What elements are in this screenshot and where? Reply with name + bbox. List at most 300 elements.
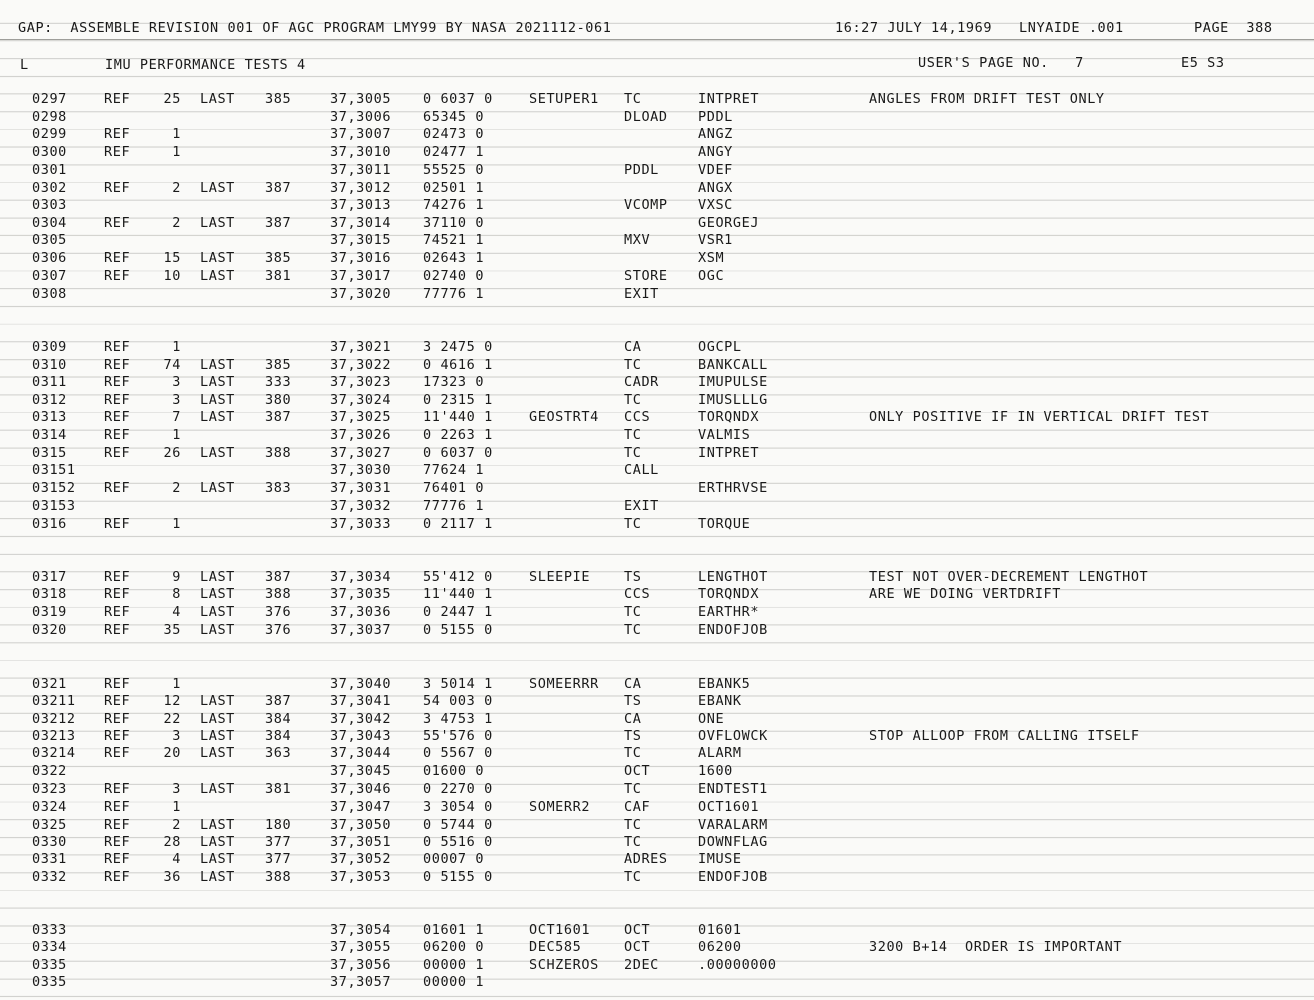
ref-count: 26 bbox=[163, 445, 181, 461]
last-page: 377 bbox=[265, 851, 292, 867]
machine-code: 11'440 1 bbox=[423, 409, 493, 425]
page-ref-code: E5 S3 bbox=[1181, 55, 1225, 71]
last-keyword: LAST bbox=[200, 817, 235, 833]
last-keyword: LAST bbox=[200, 480, 235, 496]
machine-code: 0 5744 0 bbox=[423, 817, 493, 833]
address: 37,3022 bbox=[330, 357, 392, 373]
address: 37,3055 bbox=[330, 939, 392, 955]
ref-keyword: REF bbox=[104, 250, 131, 266]
symbol-label: SLEEPIE bbox=[529, 569, 591, 585]
comment: STOP ALLOOP FROM CALLING ITSELF bbox=[869, 728, 1140, 744]
opcode: TC bbox=[624, 781, 642, 797]
ref-keyword: REF bbox=[104, 851, 131, 867]
ref-count: 4 bbox=[172, 851, 181, 867]
last-keyword: LAST bbox=[200, 834, 235, 850]
opcode: TC bbox=[624, 91, 642, 107]
line-number: 03152 bbox=[32, 480, 76, 496]
ref-keyword: REF bbox=[104, 339, 131, 355]
machine-code: 3 4753 1 bbox=[423, 711, 493, 727]
operand: OVFLOWCK bbox=[698, 728, 768, 744]
last-page: 387 bbox=[265, 409, 292, 425]
opcode: CA bbox=[624, 711, 642, 727]
opcode: TC bbox=[624, 445, 642, 461]
last-page: 385 bbox=[265, 250, 292, 266]
last-page: 385 bbox=[265, 91, 292, 107]
machine-code: 37110 0 bbox=[423, 215, 485, 231]
header-marker: L bbox=[20, 57, 29, 73]
operand: VXSC bbox=[698, 197, 733, 213]
ref-keyword: REF bbox=[104, 622, 131, 638]
last-keyword: LAST bbox=[200, 604, 235, 620]
operand: VARALARM bbox=[698, 817, 768, 833]
line-number: 0335 bbox=[32, 957, 67, 973]
last-page: 380 bbox=[265, 392, 292, 408]
ref-keyword: REF bbox=[104, 781, 131, 797]
machine-code: 55525 0 bbox=[423, 162, 485, 178]
opcode: TC bbox=[624, 745, 642, 761]
address: 37,3027 bbox=[330, 445, 392, 461]
opcode: CAF bbox=[624, 799, 651, 815]
symbol-label: SETUPER1 bbox=[529, 91, 599, 107]
operand: IMUSLLLG bbox=[698, 392, 768, 408]
line-number: 0311 bbox=[32, 374, 67, 390]
operand: ALARM bbox=[698, 745, 742, 761]
ref-count: 3 bbox=[172, 781, 181, 797]
line-number: 03214 bbox=[32, 745, 76, 761]
address: 37,3031 bbox=[330, 480, 392, 496]
operand: INTPRET bbox=[698, 91, 760, 107]
machine-code: 55'412 0 bbox=[423, 569, 493, 585]
opcode: TC bbox=[624, 357, 642, 373]
opcode: CADR bbox=[624, 374, 659, 390]
opcode: VCOMP bbox=[624, 197, 668, 213]
ref-count: 10 bbox=[163, 268, 181, 284]
machine-code: 0 6037 0 bbox=[423, 445, 493, 461]
operand: OGCPL bbox=[698, 339, 742, 355]
opcode: TC bbox=[624, 869, 642, 885]
line-number: 0300 bbox=[32, 144, 67, 160]
line-number: 0332 bbox=[32, 869, 67, 885]
operand: IMUPULSE bbox=[698, 374, 768, 390]
ref-keyword: REF bbox=[104, 586, 131, 602]
comment: ONLY POSITIVE IF IN VERTICAL DRIFT TEST bbox=[869, 409, 1210, 425]
ref-count: 1 bbox=[172, 799, 181, 815]
comment: TEST NOT OVER-DECREMENT LENGTHOT bbox=[869, 569, 1149, 585]
address: 37,3026 bbox=[330, 427, 392, 443]
line-number: 03153 bbox=[32, 498, 76, 514]
last-keyword: LAST bbox=[200, 250, 235, 266]
machine-code: 74521 1 bbox=[423, 232, 485, 248]
last-page: 333 bbox=[265, 374, 292, 390]
header-user: LNYAIDE .001 bbox=[1019, 20, 1124, 36]
ref-count: 15 bbox=[163, 250, 181, 266]
machine-code: 0 2117 1 bbox=[423, 516, 493, 532]
last-page: 384 bbox=[265, 711, 292, 727]
machine-code: 55'576 0 bbox=[423, 728, 493, 744]
machine-code: 76401 0 bbox=[423, 480, 485, 496]
last-page: 376 bbox=[265, 622, 292, 638]
comment: ANGLES FROM DRIFT TEST ONLY bbox=[869, 91, 1105, 107]
line-number: 0298 bbox=[32, 109, 67, 125]
machine-code: 0 4616 1 bbox=[423, 357, 493, 373]
address: 37,3023 bbox=[330, 374, 392, 390]
ref-count: 35 bbox=[163, 622, 181, 638]
last-page: 377 bbox=[265, 834, 292, 850]
machine-code: 65345 0 bbox=[423, 109, 485, 125]
ref-keyword: REF bbox=[104, 180, 131, 196]
last-keyword: LAST bbox=[200, 268, 235, 284]
address: 37,3053 bbox=[330, 869, 392, 885]
opcode: DLOAD bbox=[624, 109, 668, 125]
address: 37,3013 bbox=[330, 197, 392, 213]
ref-count: 3 bbox=[172, 392, 181, 408]
machine-code: 54 003 0 bbox=[423, 693, 493, 709]
operand: 1600 bbox=[698, 763, 733, 779]
opcode: OCT bbox=[624, 939, 651, 955]
operand: TORQNDX bbox=[698, 586, 760, 602]
line-number: 0321 bbox=[32, 676, 67, 692]
ref-count: 25 bbox=[163, 91, 181, 107]
machine-code: 0 6037 0 bbox=[423, 91, 493, 107]
machine-code: 02501 1 bbox=[423, 180, 485, 196]
opcode: TS bbox=[624, 728, 642, 744]
line-number: 0333 bbox=[32, 922, 67, 938]
address: 37,3024 bbox=[330, 392, 392, 408]
ref-keyword: REF bbox=[104, 480, 131, 496]
address: 37,3054 bbox=[330, 922, 392, 938]
last-page: 381 bbox=[265, 781, 292, 797]
line-number: 0331 bbox=[32, 851, 67, 867]
operand: BANKCALL bbox=[698, 357, 768, 373]
opcode: TC bbox=[624, 392, 642, 408]
machine-code: 02473 0 bbox=[423, 126, 485, 142]
operand: TORQNDX bbox=[698, 409, 760, 425]
ref-count: 1 bbox=[172, 144, 181, 160]
line-number: 03211 bbox=[32, 693, 76, 709]
users-page-number: USER'S PAGE NO. 7 bbox=[918, 55, 1084, 71]
machine-code: 3 2475 0 bbox=[423, 339, 493, 355]
symbol-label: SOMERR2 bbox=[529, 799, 591, 815]
operand: VDEF bbox=[698, 162, 733, 178]
line-number: 0310 bbox=[32, 357, 67, 373]
machine-code: 77624 1 bbox=[423, 462, 485, 478]
last-page: 363 bbox=[265, 745, 292, 761]
opcode: PDDL bbox=[624, 162, 659, 178]
operand: ONE bbox=[698, 711, 725, 727]
machine-code: 0 2447 1 bbox=[423, 604, 493, 620]
address: 37,3043 bbox=[330, 728, 392, 744]
ref-count: 1 bbox=[172, 676, 181, 692]
machine-code: 00007 0 bbox=[423, 851, 485, 867]
opcode: CALL bbox=[624, 462, 659, 478]
ref-count: 9 bbox=[172, 569, 181, 585]
line-number: 0308 bbox=[32, 286, 67, 302]
last-page: 385 bbox=[265, 357, 292, 373]
machine-code: 0 5567 0 bbox=[423, 745, 493, 761]
ref-keyword: REF bbox=[104, 357, 131, 373]
line-number: 03151 bbox=[32, 462, 76, 478]
last-keyword: LAST bbox=[200, 180, 235, 196]
address: 37,3007 bbox=[330, 126, 392, 142]
ref-count: 20 bbox=[163, 745, 181, 761]
ref-count: 22 bbox=[163, 711, 181, 727]
address: 37,3056 bbox=[330, 957, 392, 973]
opcode: CCS bbox=[624, 586, 651, 602]
last-keyword: LAST bbox=[200, 728, 235, 744]
last-page: 376 bbox=[265, 604, 292, 620]
ref-keyword: REF bbox=[104, 693, 131, 709]
ref-count: 3 bbox=[172, 728, 181, 744]
line-number: 0325 bbox=[32, 817, 67, 833]
machine-code: 77776 1 bbox=[423, 498, 485, 514]
ref-keyword: REF bbox=[104, 728, 131, 744]
operand: OCT1601 bbox=[698, 799, 760, 815]
address: 37,3036 bbox=[330, 604, 392, 620]
address: 37,3012 bbox=[330, 180, 392, 196]
address: 37,3057 bbox=[330, 974, 392, 990]
last-page: 383 bbox=[265, 480, 292, 496]
last-page: 387 bbox=[265, 215, 292, 231]
last-page: 388 bbox=[265, 869, 292, 885]
line-number: 03212 bbox=[32, 711, 76, 727]
operand: OGC bbox=[698, 268, 725, 284]
address: 37,3021 bbox=[330, 339, 392, 355]
opcode: 2DEC bbox=[624, 957, 659, 973]
last-page: 387 bbox=[265, 180, 292, 196]
ref-count: 4 bbox=[172, 604, 181, 620]
opcode: EXIT bbox=[624, 286, 659, 302]
machine-code: 06200 0 bbox=[423, 939, 485, 955]
symbol-label: SCHZEROS bbox=[529, 957, 599, 973]
machine-code: 00000 1 bbox=[423, 974, 485, 990]
address: 37,3035 bbox=[330, 586, 392, 602]
address: 37,3051 bbox=[330, 834, 392, 850]
line-number: 0309 bbox=[32, 339, 67, 355]
last-keyword: LAST bbox=[200, 711, 235, 727]
comment: ARE WE DOING VERTDRIFT bbox=[869, 586, 1062, 602]
last-keyword: LAST bbox=[200, 745, 235, 761]
ref-count: 1 bbox=[172, 339, 181, 355]
ref-keyword: REF bbox=[104, 126, 131, 142]
opcode: MXV bbox=[624, 232, 651, 248]
line-number: 0317 bbox=[32, 569, 67, 585]
ref-count: 1 bbox=[172, 427, 181, 443]
ref-keyword: REF bbox=[104, 374, 131, 390]
machine-code: 0 2315 1 bbox=[423, 392, 493, 408]
line-number: 0307 bbox=[32, 268, 67, 284]
operand: TORQUE bbox=[698, 516, 751, 532]
operand: 06200 bbox=[698, 939, 742, 955]
operand: INTPRET bbox=[698, 445, 760, 461]
line-number: 0313 bbox=[32, 409, 67, 425]
line-number: 0312 bbox=[32, 392, 67, 408]
last-keyword: LAST bbox=[200, 445, 235, 461]
ref-count: 2 bbox=[172, 180, 181, 196]
ref-count: 3 bbox=[172, 374, 181, 390]
ref-keyword: REF bbox=[104, 445, 131, 461]
opcode: EXIT bbox=[624, 498, 659, 514]
operand: EBANK bbox=[698, 693, 742, 709]
ref-keyword: REF bbox=[104, 569, 131, 585]
line-number: 0334 bbox=[32, 939, 67, 955]
last-keyword: LAST bbox=[200, 851, 235, 867]
address: 37,3047 bbox=[330, 799, 392, 815]
operand: VALMIS bbox=[698, 427, 751, 443]
machine-code: 02643 1 bbox=[423, 250, 485, 266]
line-number: 0316 bbox=[32, 516, 67, 532]
address: 37,3011 bbox=[330, 162, 392, 178]
ref-keyword: REF bbox=[104, 215, 131, 231]
ref-keyword: REF bbox=[104, 676, 131, 692]
machine-code: 3 5014 1 bbox=[423, 676, 493, 692]
ref-count: 12 bbox=[163, 693, 181, 709]
ref-keyword: REF bbox=[104, 91, 131, 107]
line-number: 0305 bbox=[32, 232, 67, 248]
last-keyword: LAST bbox=[200, 693, 235, 709]
address: 37,3033 bbox=[330, 516, 392, 532]
ref-keyword: REF bbox=[104, 869, 131, 885]
symbol-label: OCT1601 bbox=[529, 922, 591, 938]
ref-keyword: REF bbox=[104, 516, 131, 532]
line-number: 0303 bbox=[32, 197, 67, 213]
line-number: 0302 bbox=[32, 180, 67, 196]
operand: PDDL bbox=[698, 109, 733, 125]
ref-keyword: REF bbox=[104, 834, 131, 850]
operand: ENDTEST1 bbox=[698, 781, 768, 797]
ref-keyword: REF bbox=[104, 799, 131, 815]
operand: 01601 bbox=[698, 922, 742, 938]
address: 37,3032 bbox=[330, 498, 392, 514]
last-page: 387 bbox=[265, 569, 292, 585]
last-keyword: LAST bbox=[200, 569, 235, 585]
last-keyword: LAST bbox=[200, 357, 235, 373]
ref-keyword: REF bbox=[104, 711, 131, 727]
operand: LENGTHOT bbox=[698, 569, 768, 585]
line-number: 0320 bbox=[32, 622, 67, 638]
line-number: 0335 bbox=[32, 974, 67, 990]
address: 37,3034 bbox=[330, 569, 392, 585]
address: 37,3050 bbox=[330, 817, 392, 833]
header-datetime: 16:27 JULY 14,1969 bbox=[835, 20, 993, 36]
address: 37,3005 bbox=[330, 91, 392, 107]
operand: ENDOFJOB bbox=[698, 869, 768, 885]
address: 37,3045 bbox=[330, 763, 392, 779]
ref-count: 1 bbox=[172, 126, 181, 142]
ref-count: 2 bbox=[172, 817, 181, 833]
ref-count: 74 bbox=[163, 357, 181, 373]
line-number: 0314 bbox=[32, 427, 67, 443]
operand: ANGZ bbox=[698, 126, 733, 142]
comment: 3200 B+14 ORDER IS IMPORTANT bbox=[869, 939, 1123, 955]
opcode: TC bbox=[624, 834, 642, 850]
last-page: 384 bbox=[265, 728, 292, 744]
machine-code: 0 5155 0 bbox=[423, 869, 493, 885]
line-number: 0330 bbox=[32, 834, 67, 850]
machine-code: 3 3054 0 bbox=[423, 799, 493, 815]
machine-code: 0 2270 0 bbox=[423, 781, 493, 797]
last-page: 180 bbox=[265, 817, 292, 833]
last-page: 387 bbox=[265, 693, 292, 709]
line-number: 0322 bbox=[32, 763, 67, 779]
operand: EARTHR* bbox=[698, 604, 760, 620]
last-keyword: LAST bbox=[200, 409, 235, 425]
ref-keyword: REF bbox=[104, 268, 131, 284]
address: 37,3006 bbox=[330, 109, 392, 125]
opcode: TC bbox=[624, 604, 642, 620]
opcode: CCS bbox=[624, 409, 651, 425]
address: 37,3016 bbox=[330, 250, 392, 266]
opcode: TC bbox=[624, 817, 642, 833]
line-number: 0306 bbox=[32, 250, 67, 266]
line-number: 0318 bbox=[32, 586, 67, 602]
line-number: 0301 bbox=[32, 162, 67, 178]
machine-code: 02477 1 bbox=[423, 144, 485, 160]
ref-keyword: REF bbox=[104, 409, 131, 425]
operand: .00000000 bbox=[698, 957, 777, 973]
opcode: OCT bbox=[624, 763, 651, 779]
operand: XSM bbox=[698, 250, 725, 266]
address: 37,3037 bbox=[330, 622, 392, 638]
opcode: TC bbox=[624, 622, 642, 638]
ref-keyword: REF bbox=[104, 745, 131, 761]
machine-code: 01601 1 bbox=[423, 922, 485, 938]
opcode: CA bbox=[624, 339, 642, 355]
operand: IMUSE bbox=[698, 851, 742, 867]
machine-code: 01600 0 bbox=[423, 763, 485, 779]
machine-code: 77776 1 bbox=[423, 286, 485, 302]
operand: ANGY bbox=[698, 144, 733, 160]
address: 37,3041 bbox=[330, 693, 392, 709]
symbol-label: DEC585 bbox=[529, 939, 582, 955]
operand: ANGX bbox=[698, 180, 733, 196]
address: 37,3046 bbox=[330, 781, 392, 797]
section-title: IMU PERFORMANCE TESTS 4 bbox=[105, 57, 306, 73]
last-keyword: LAST bbox=[200, 869, 235, 885]
line-number: 0299 bbox=[32, 126, 67, 142]
address: 37,3014 bbox=[330, 215, 392, 231]
last-keyword: LAST bbox=[200, 392, 235, 408]
ref-count: 2 bbox=[172, 480, 181, 496]
address: 37,3030 bbox=[330, 462, 392, 478]
opcode: TC bbox=[624, 516, 642, 532]
last-keyword: LAST bbox=[200, 91, 235, 107]
opcode: STORE bbox=[624, 268, 668, 284]
ref-keyword: REF bbox=[104, 427, 131, 443]
machine-code: 0 2263 1 bbox=[423, 427, 493, 443]
machine-code: 0 5516 0 bbox=[423, 834, 493, 850]
operand: ENDOFJOB bbox=[698, 622, 768, 638]
line-number: 0297 bbox=[32, 91, 67, 107]
last-keyword: LAST bbox=[200, 586, 235, 602]
machine-code: 00000 1 bbox=[423, 957, 485, 973]
last-keyword: LAST bbox=[200, 374, 235, 390]
opcode: CA bbox=[624, 676, 642, 692]
address: 37,3020 bbox=[330, 286, 392, 302]
opcode: TC bbox=[624, 427, 642, 443]
line-number: 0323 bbox=[32, 781, 67, 797]
symbol-label: GEOSTRT4 bbox=[529, 409, 599, 425]
ref-count: 7 bbox=[172, 409, 181, 425]
ref-keyword: REF bbox=[104, 392, 131, 408]
ref-keyword: REF bbox=[104, 604, 131, 620]
last-page: 388 bbox=[265, 586, 292, 602]
line-number: 0315 bbox=[32, 445, 67, 461]
address: 37,3017 bbox=[330, 268, 392, 284]
header-page-number: PAGE 388 bbox=[1194, 20, 1273, 36]
ref-count: 2 bbox=[172, 215, 181, 231]
machine-code: 17323 0 bbox=[423, 374, 485, 390]
operand: DOWNFLAG bbox=[698, 834, 768, 850]
